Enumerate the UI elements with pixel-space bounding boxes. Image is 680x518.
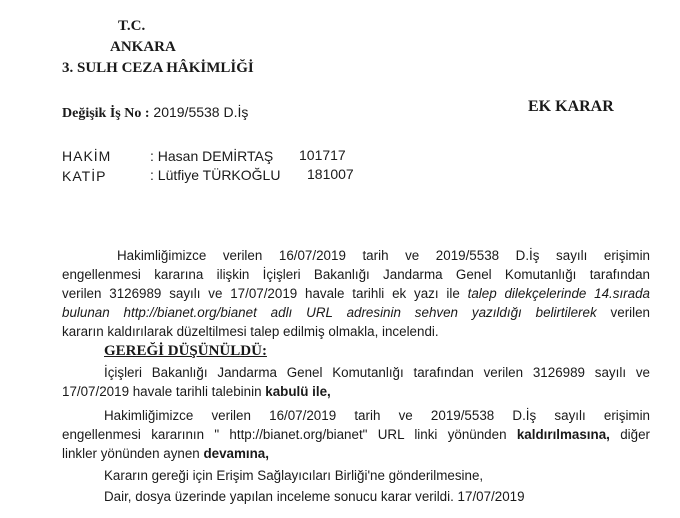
decision-line5-bold: devamına, [203, 446, 269, 461]
decision-line2-normal: 17/07/2019 havale tarihli talebinin [62, 384, 262, 399]
official-id-clerk: 181007 [307, 166, 354, 182]
decision-line4-tail: diğer [620, 427, 650, 442]
case-number-row [62, 104, 248, 122]
official-name-clerk: : Lütfiye TÜRKOĞLU [150, 167, 281, 183]
header-court: 3. SULH CEZA HÂKİMLİĞİ [62, 60, 254, 76]
para1-line3 [62, 284, 650, 303]
decision-line2-bold: kabulü ile, [265, 384, 331, 399]
para1-line4-normal: verilen [610, 305, 650, 320]
decision-line4-normal: engellenmesi kararının " http://bianet.org/bianet" URL linki yönünden [62, 427, 507, 442]
header-city: ANKARA [110, 39, 176, 55]
decision-heading: GEREĞİ DÜŞÜNÜLDÜ: [104, 343, 267, 359]
decision-line3: Hakimliğimizce verilen 16/07/2019 tarih ve 2019/5538 D.İş sayılı erişimin [104, 408, 650, 423]
decision-line6: Kararın gereği için Erişim Sağlayıcıları Birliği'ne gönderilmesine, [104, 468, 484, 483]
decision-line7: Dair, dosya üzerinde yapılan inceleme sonucu karar verildi. 17/07/2019 [104, 489, 525, 504]
para1-line1: Hakimliğimizce verilen 16/07/2019 tarih ve 2019/5538 D.İş sayılı erişimin [117, 248, 650, 263]
para1-line3-italic: talep dilekçelerinde 14.sırada [467, 286, 650, 301]
para1-line5: kararın kaldırılarak düzeltilmesi talep edilmiş olmakla, incelendi. [62, 324, 439, 339]
para1-line3-normal: verilen 3126989 sayılı ve 17/07/2019 havale tarihli ek yazı ile [62, 286, 460, 301]
para1-line2: engellenmesi kararına ilişkin İçişleri Bakanlığı Jandarma Genel Komutanlığı tarafından [62, 267, 650, 282]
decision-line5-normal: linkler yönünden aynen [62, 446, 200, 461]
decision-line2 [62, 382, 331, 401]
official-name-judge: : Hasan DEMİRTAŞ [150, 148, 274, 164]
para1-line4-italic: bulunan http://bianet.org/bianet adlı URL adresinin sehven yazıldığı belirtilerek [62, 305, 597, 320]
official-role-clerk: KATİP [62, 168, 107, 184]
decision-line1: İçişleri Bakanlığı Jandarma Genel Komutanlığı tarafından verilen 3126989 sayılı ve [104, 365, 650, 380]
decision-line4 [62, 425, 650, 444]
para1-line4 [62, 303, 650, 322]
official-id-judge: 101717 [299, 147, 346, 163]
decision-line4-bold: kaldırılmasına, [516, 427, 610, 442]
official-role-judge: HAKİM [62, 148, 112, 164]
header-tc: T.C. [118, 18, 146, 34]
decision-line5 [62, 444, 269, 463]
decision-title: EK KARAR [528, 98, 614, 115]
case-number-value: 2019/5538 D.İş [153, 104, 249, 120]
case-number-label: Değişik İş No : [62, 106, 150, 121]
